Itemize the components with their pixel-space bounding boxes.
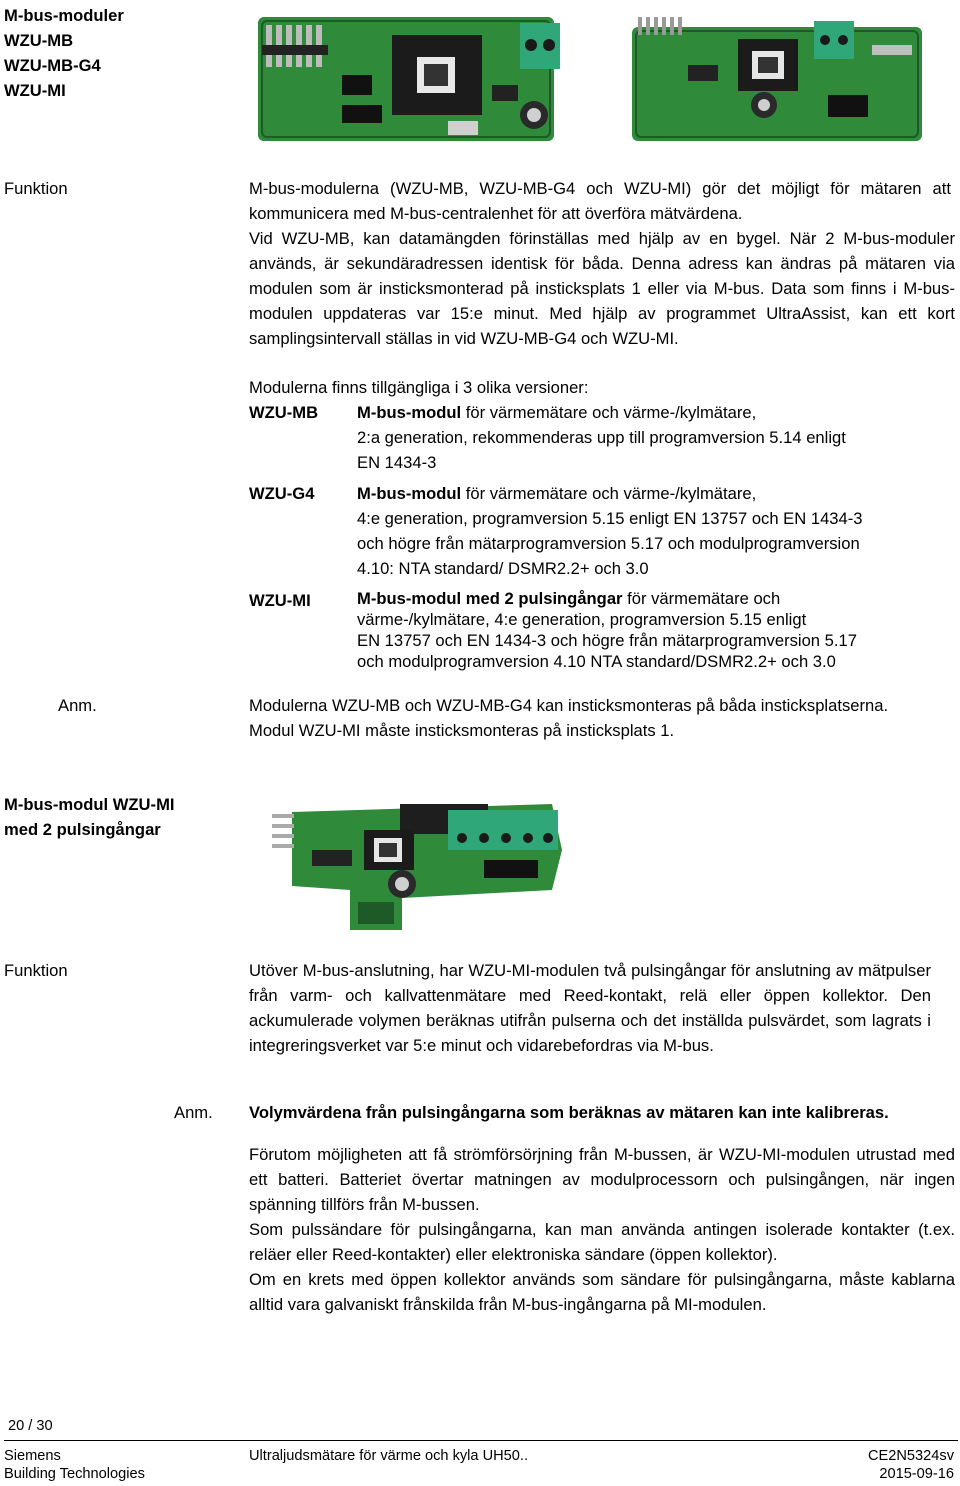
paragraph-battery: Förutom möjligheten att få strömförsörjning från M-bussen, är WZU-MI-modulen utrustad med ett batteri. Batteriet övertar matningen av modulprocessorn och pulsingången, när ingen spänning tillförs från M-bussen. <box>249 1145 955 1214</box>
note-line: Modulerna WZU-MB och WZU-MB-G4 kan insticksmonteras på båda insticksplatserna. <box>249 696 889 715</box>
version-line: för värmemätare och värme-/kylmätare, <box>461 403 757 422</box>
footer-company <box>4 1447 145 1483</box>
footer-rule <box>4 1440 958 1441</box>
versions-intro: Modulerna finns tillgängliga i 3 olika versioner: <box>249 378 589 397</box>
module-titles <box>4 3 124 103</box>
company-line: Building Technologies <box>4 1466 145 1482</box>
doc-date: 2015-09-16 <box>879 1466 954 1482</box>
page-number: 20 / 30 <box>8 1418 53 1434</box>
paragraph-open-collector: Om en krets med öppen kollektor används som sändare för pulsingångarna, måste kablarna alltid vara galvaniskt frånskilda från M-bus-ingångarna på MI-modulen. <box>249 1270 955 1314</box>
version-line: och modulprogramversion 4.10 NTA standard/DSMR2.2+ och 3.0 <box>357 652 836 671</box>
section-label-funktion: Funktion <box>4 179 68 198</box>
title-line: M-bus-moduler <box>4 6 124 25</box>
version-line: EN 13757 och EN 1434-3 och högre från mätarprogramversion 5.17 <box>357 631 857 650</box>
paragraph-intro: M-bus-modulerna (WZU-MB, WZU-MB-G4 och WZU-MI) gör det möjligt för mätaren att kommunicera med M-bus-centralenhet för att överföra mätvärdena. <box>249 179 951 223</box>
note-text: Volymvärdena från pulsingångarna som beräknas av mätaren kan inte kalibreras. <box>249 1103 889 1122</box>
company-line: Siemens <box>4 1448 61 1464</box>
note-label: Anm. <box>58 696 97 715</box>
title-line: WZU-MB <box>4 31 74 50</box>
version-description <box>357 481 947 581</box>
version-bold: M-bus-modul <box>357 484 462 503</box>
version-bold: M-bus-modul <box>357 403 462 422</box>
section-label-funktion: Funktion <box>4 961 68 980</box>
module-photo-wzu-mi <box>252 790 578 938</box>
version-line: och högre från mätarprogramversion 5.17 och modulprogramversion <box>357 534 860 553</box>
version-line: EN 1434-3 <box>357 453 437 472</box>
paragraph-pulse-senders: Som pulssändare för pulsingångarna, kan man använda antingen isolerade kontakter (t.ex. reläer eller Reed-kontakter) eller elektroniska sändare (öppen kollektor). <box>249 1220 955 1264</box>
note-text <box>249 693 955 743</box>
title-line: M-bus-modul WZU-MI <box>4 795 175 814</box>
title-line: WZU-MB-G4 <box>4 56 101 75</box>
section-title-wzu-mi <box>4 792 175 842</box>
version-line: 2:a generation, rekommenderas upp till programversion 5.14 enligt <box>357 428 846 447</box>
version-line: för värmemätare och <box>622 589 781 608</box>
version-line: för värmemätare och värme-/kylmätare, <box>461 484 757 503</box>
version-name: WZU-G4 <box>249 484 315 503</box>
doc-code: CE2N5324sv <box>868 1448 954 1464</box>
version-name: WZU-MB <box>249 403 319 422</box>
version-description <box>357 400 947 475</box>
version-line: 4.10: NTA standard/ DSMR2.2+ och 3.0 <box>357 559 649 578</box>
title-line: WZU-MI <box>4 81 66 100</box>
footer-doc-title: Ultraljudsmätare för värme och kyla UH50.. <box>249 1448 528 1464</box>
note-line: Modul WZU-MI måste insticksmonteras på insticksplats 1. <box>249 721 675 740</box>
module-photo-wzu-mb <box>252 5 562 145</box>
version-description <box>357 588 947 672</box>
footer-doc-info <box>868 1447 954 1483</box>
title-line: med 2 pulsingångar <box>4 820 161 839</box>
module-photo-wzu-mb-g4 <box>628 5 928 145</box>
version-bold: M-bus-modul med 2 pulsingångar <box>357 589 623 608</box>
note-label: Anm. <box>174 1103 213 1122</box>
version-line: värme-/kylmätare, 4:e generation, programversion 5.15 enligt <box>357 610 807 629</box>
version-name: WZU-MI <box>249 591 311 610</box>
paragraph-wzu-mb: Vid WZU-MB, kan datamängden förinställas med hjälp av en bygel. När 2 M-bus-moduler används, är sekundäradressen identisk för båda. Denna adress kan ändras på mätaren via modulen som är insticksmonterad på insticksplats 1 eller via M-bus. Data som finns i M-bus-modulen uppdateras var 15:e minut. Med hjälp av programmet UltraAssist, kan ett kort samplingsintervall ställas in vid WZU-MB-G4 och WZU-MI. <box>249 229 955 348</box>
version-line: 4:e generation, programversion 5.15 enligt EN 13757 och EN 1434-3 <box>357 509 863 528</box>
paragraph-pulse-inputs: Utöver M-bus-anslutning, har WZU-MI-modulen två pulsingångar för anslutning av mätpulser från varm- och kallvattenmätare med Reed-kontakt, relä eller öppen kollektor. Den ackumulerade volymen beräknas utifrån pulserna och det inställda pulsvärdet, som lagrats i integreringsverket var 5:e minut och vidarebefordras via M-bus. <box>249 961 931 1055</box>
